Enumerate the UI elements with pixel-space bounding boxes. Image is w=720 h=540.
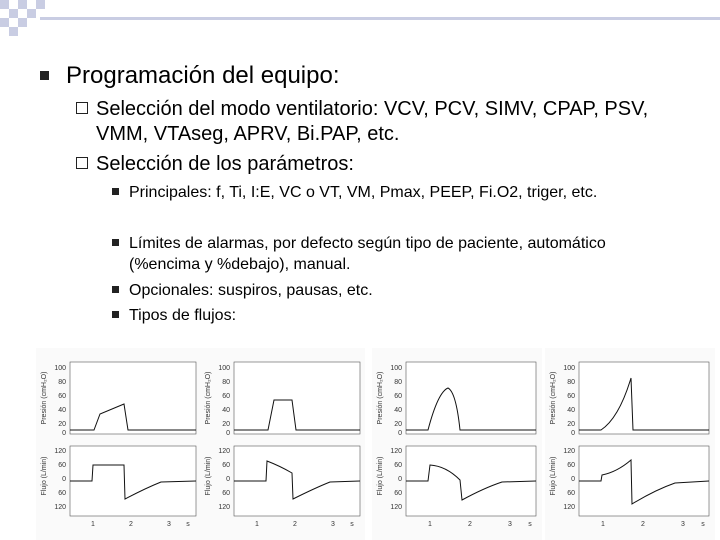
item-text: Opcionales: suspiros, pausas, etc. bbox=[129, 282, 373, 299]
tick-label: 2 bbox=[293, 521, 297, 528]
tick-label: 60 bbox=[222, 393, 230, 400]
tick-label: 100 bbox=[563, 365, 575, 372]
tick-label: s bbox=[701, 521, 705, 528]
tick-label: 40 bbox=[222, 407, 230, 414]
tick-label: 100 bbox=[390, 365, 402, 372]
tick-label: 120 bbox=[54, 504, 66, 511]
flow-axis-label: Flujo (L/min) bbox=[205, 456, 212, 496]
square-bullet-icon bbox=[112, 239, 119, 246]
tick-label: 0 bbox=[398, 476, 402, 483]
checkbox-bullet-icon bbox=[76, 157, 88, 169]
tick-label: 60 bbox=[58, 393, 66, 400]
tick-label: 120 bbox=[390, 448, 402, 455]
tick-label: 40 bbox=[58, 407, 66, 414]
tick-label: 20 bbox=[394, 421, 402, 428]
item-text: Límites de alarmas, por defecto según tipo de paciente, automático (%encima y %debajo), manual. bbox=[129, 235, 606, 273]
pressure-axis-label: Presión (cmH₂O) bbox=[377, 371, 384, 425]
checkbox-bullet-icon bbox=[76, 102, 88, 114]
tick-label: 2 bbox=[641, 521, 645, 528]
tick-label: 3 bbox=[681, 521, 685, 528]
tick-label: 60 bbox=[394, 490, 402, 497]
tick-label: 0 bbox=[62, 476, 66, 483]
tick-label: 0 bbox=[226, 476, 230, 483]
square-bullet-icon bbox=[112, 188, 119, 195]
slide-title: Programación del equipo: bbox=[66, 62, 340, 89]
tick-label: 80 bbox=[394, 379, 402, 386]
tick-label: 60 bbox=[58, 462, 66, 469]
tick-label: s bbox=[186, 521, 190, 528]
tick-label: 3 bbox=[167, 521, 171, 528]
waveform-panel-3 bbox=[372, 348, 542, 540]
flow-axis-label: Flujo (L/min) bbox=[41, 456, 48, 496]
square-bullet-icon bbox=[112, 286, 119, 293]
tick-label: 3 bbox=[508, 521, 512, 528]
flow-type-waveforms bbox=[0, 348, 720, 540]
waveform-panel-2 bbox=[200, 348, 365, 540]
title-rule bbox=[40, 17, 720, 20]
tick-label: 120 bbox=[563, 504, 575, 511]
flow-axis-label: Flujo (L/min) bbox=[377, 456, 384, 496]
waveform-panel-1 bbox=[36, 348, 201, 540]
tick-label: s bbox=[350, 521, 354, 528]
tick-label: 2 bbox=[129, 521, 133, 528]
tick-label: 0 bbox=[571, 476, 575, 483]
tick-label: 60 bbox=[567, 490, 575, 497]
tick-label: s bbox=[528, 521, 532, 528]
mode-selection-text: Selección del modo ventilatorio: VCV, PCV, SIMV, CPAP, PSV, VMM, VTAseg, APRV, Bi.PAP, etc. bbox=[96, 98, 649, 145]
tick-label: 120 bbox=[563, 448, 575, 455]
tick-label: 20 bbox=[567, 421, 575, 428]
tick-label: 0 bbox=[226, 430, 230, 437]
tick-label: 1 bbox=[91, 521, 95, 528]
tick-label: 120 bbox=[54, 448, 66, 455]
pressure-axis-label: Presión (cmH₂O) bbox=[550, 371, 557, 425]
tick-label: 40 bbox=[394, 407, 402, 414]
tick-label: 60 bbox=[394, 393, 402, 400]
item-text: Tipos de flujos: bbox=[129, 307, 237, 324]
flow-axis-label: Flujo (L/min) bbox=[550, 456, 557, 496]
tick-label: 1 bbox=[255, 521, 259, 528]
tick-label: 60 bbox=[222, 490, 230, 497]
tick-label: 40 bbox=[567, 407, 575, 414]
tick-label: 80 bbox=[58, 379, 66, 386]
tick-label: 80 bbox=[222, 379, 230, 386]
tick-label: 120 bbox=[218, 448, 230, 455]
tick-label: 60 bbox=[58, 490, 66, 497]
tick-label: 100 bbox=[54, 365, 66, 372]
item-text: Principales: f, Ti, I:E, VC o VT, VM, Pmax, PEEP, Fi.O2, triger, etc. bbox=[129, 184, 598, 201]
pressure-axis-label: Presión (cmH₂O) bbox=[41, 371, 48, 425]
tick-label: 60 bbox=[567, 462, 575, 469]
tick-label: 20 bbox=[58, 421, 66, 428]
tick-label: 1 bbox=[601, 521, 605, 528]
tick-label: 2 bbox=[468, 521, 472, 528]
tick-label: 0 bbox=[571, 430, 575, 437]
pressure-axis-label: Presión (cmH₂O) bbox=[205, 371, 212, 425]
tick-label: 1 bbox=[428, 521, 432, 528]
waveform-panel-4 bbox=[545, 348, 715, 540]
tick-label: 100 bbox=[218, 365, 230, 372]
tick-label: 20 bbox=[222, 421, 230, 428]
tick-label: 0 bbox=[398, 430, 402, 437]
tick-label: 120 bbox=[390, 504, 402, 511]
corner-decoration bbox=[0, 0, 60, 40]
tick-label: 60 bbox=[567, 393, 575, 400]
tick-label: 60 bbox=[222, 462, 230, 469]
tick-label: 80 bbox=[567, 379, 575, 386]
square-bullet-icon bbox=[40, 71, 49, 80]
params-selection-text: Selección de los parámetros: bbox=[96, 153, 354, 175]
tick-label: 3 bbox=[331, 521, 335, 528]
tick-label: 60 bbox=[394, 462, 402, 469]
tick-label: 0 bbox=[62, 430, 66, 437]
square-bullet-icon bbox=[112, 311, 119, 318]
tick-label: 120 bbox=[218, 504, 230, 511]
